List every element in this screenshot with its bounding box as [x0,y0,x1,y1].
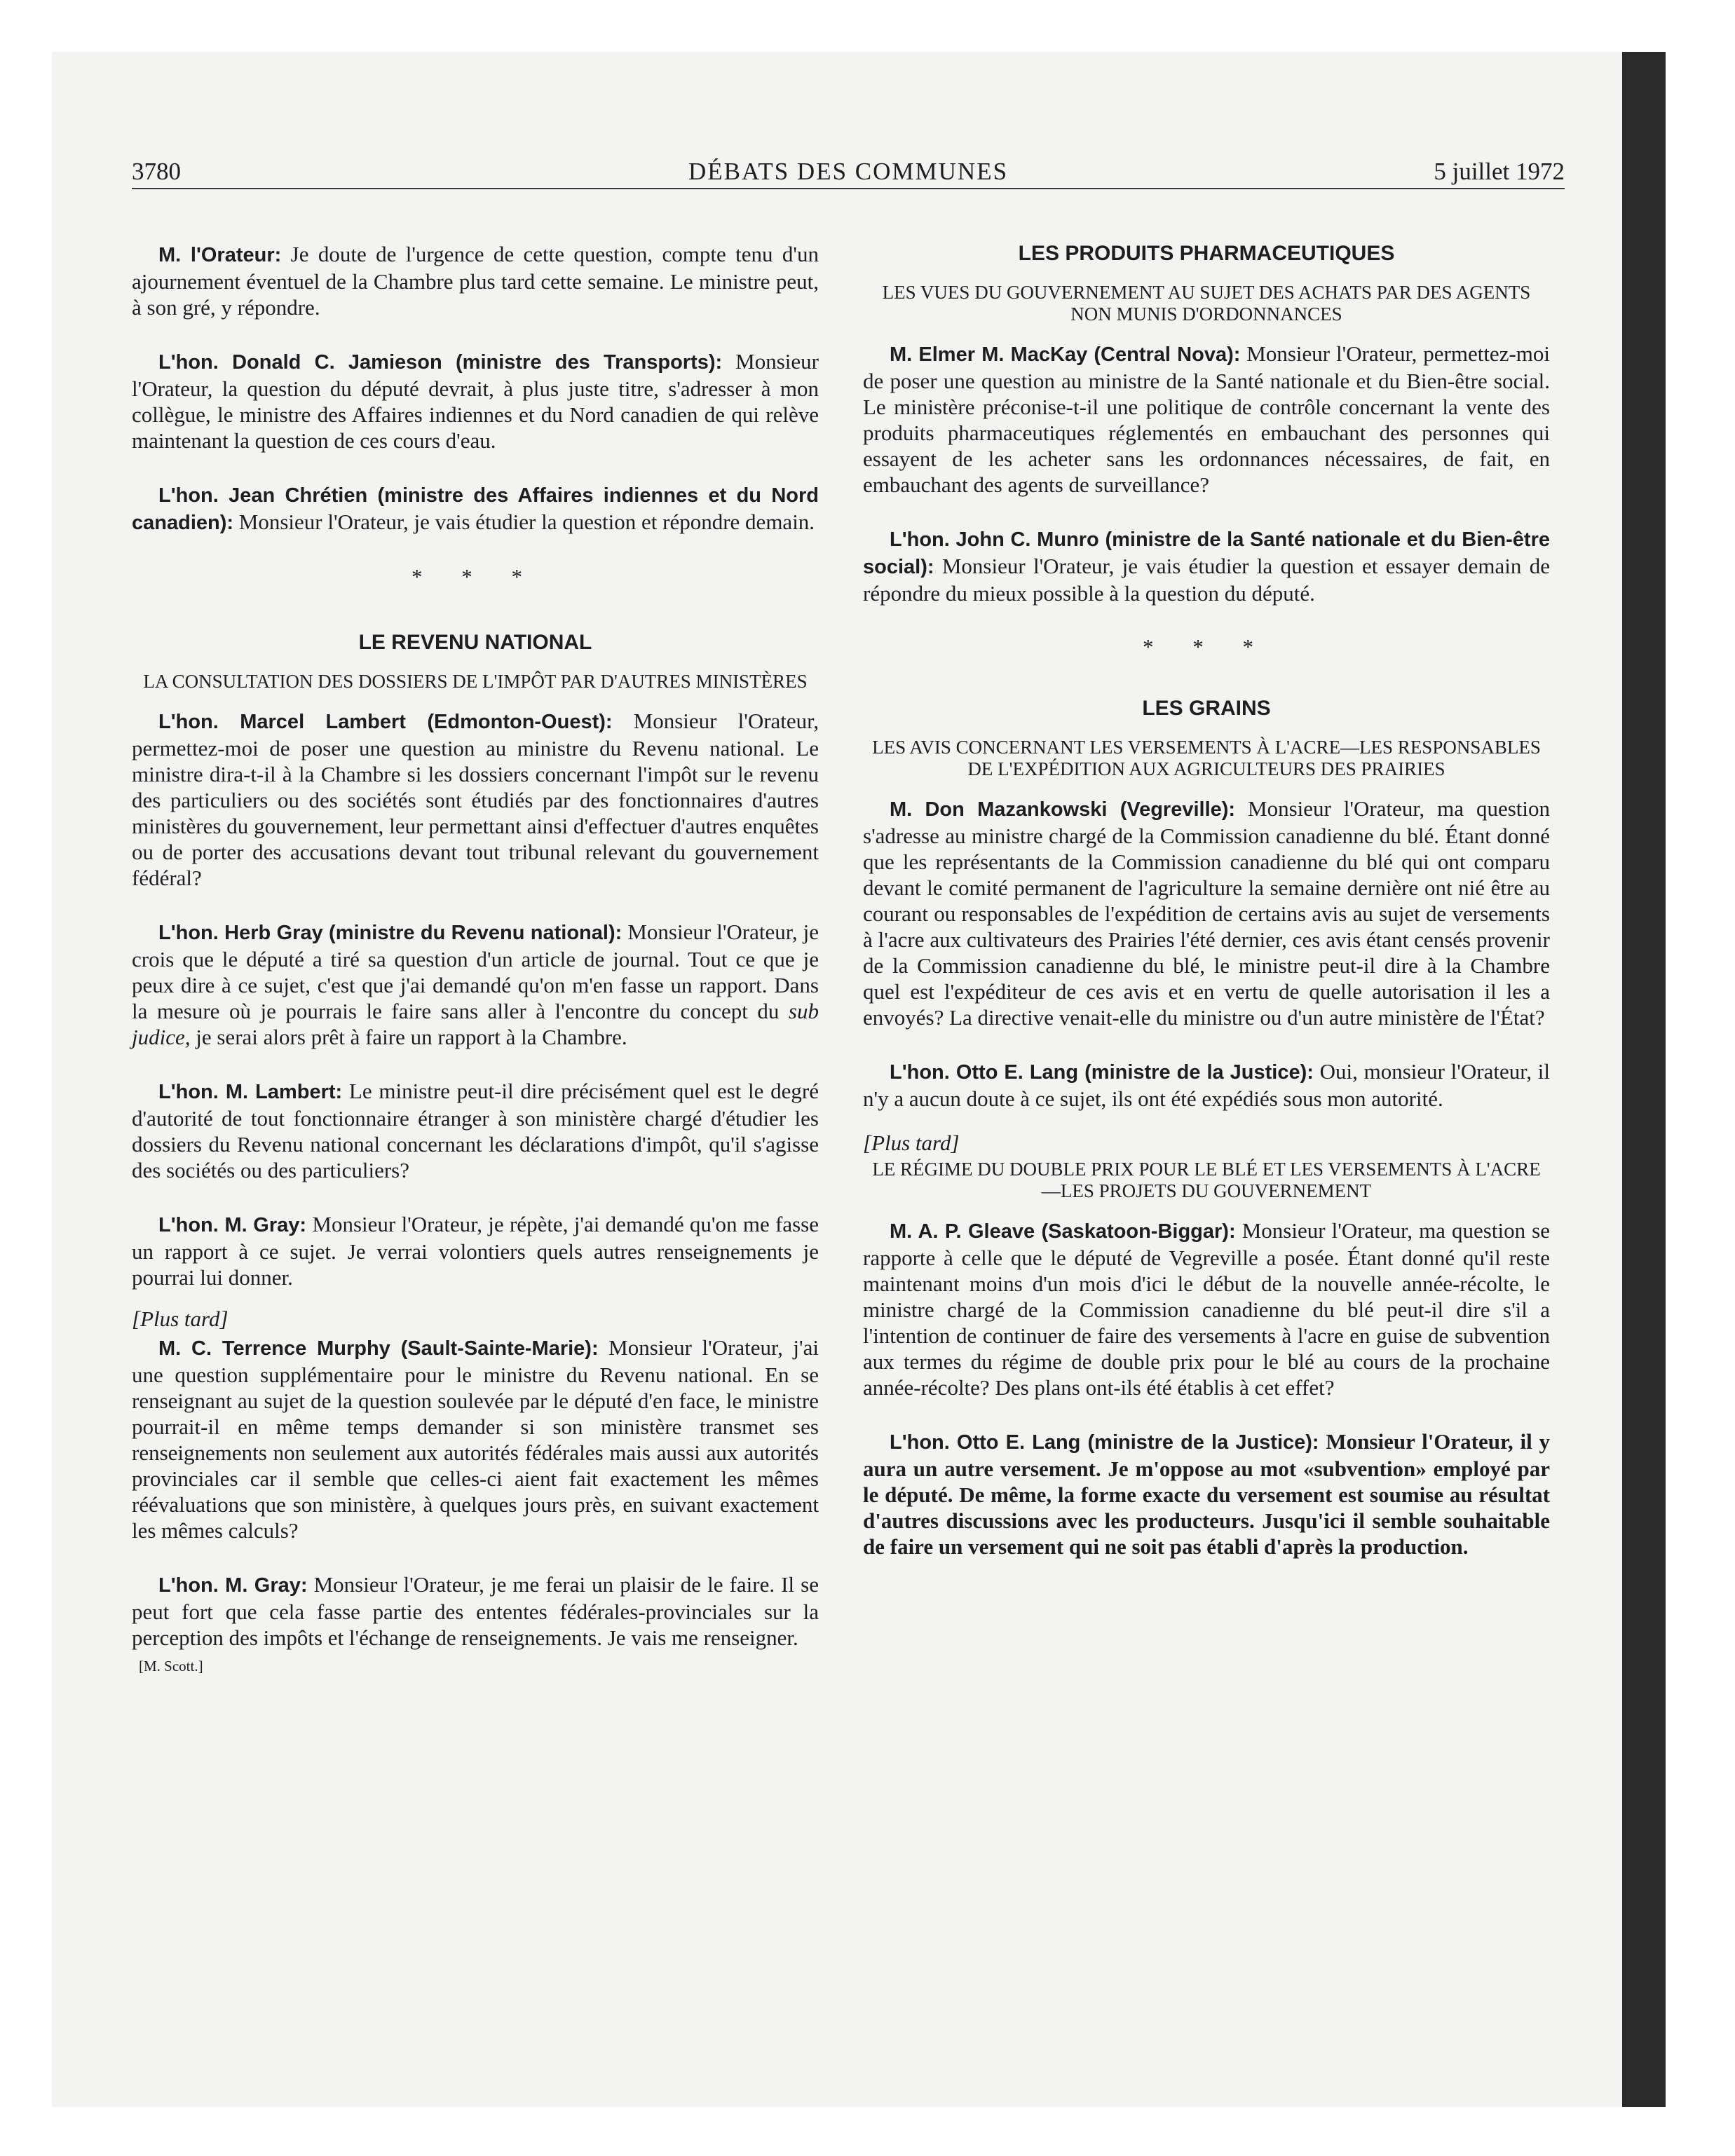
speech-paragraph [132,482,819,536]
section-title: LE REVENU NATIONAL [358,631,592,654]
speech-paragraph [863,1217,1550,1400]
speaker-name: L'hon. Donald C. Jamieson (ministre des Transports): [158,351,723,374]
speech-text: Monsieur l'Orateur, ma question se rapporte à celle que le député de Vegreville a posée. Étant donné qu'il reste maintenant moins d'un mois d'ici le début de la nouvelle année-récolte, le ministre chargé de la Commission canadienne du blé peut-il dire s'il a l'intention de continuer de faire des versements à l'acre en guise de subvention aux termes du régime de double prix pour le blé au cours de la prochaine année-récolte? Des plans ont-ils été établis à cet effet? [863,1218,1550,1400]
speaker-name: L'hon. M. Lambert: [158,1081,343,1103]
section-separator: * * * [1143,634,1270,659]
speech-text: Monsieur l'Orateur, la question du député devrait, à plus juste titre, s'adresser à mon collègue, le ministre des Affaires indiennes et du Nord canadien de qui relève maintenant la question de ces cours d'eau. [132,349,819,453]
speech-text: Monsieur l'Orateur, il y aura un autre versement. Je m'oppose au mot «subvention» employé par le député. De même, la forme exacte du versement est soumise au résultat d'autres discussions avec les producteurs. Jusqu'ici il semble souhaitable de faire un versement qui ne soit pas établi d'après la production. [863,1429,1550,1559]
speech-text: Le ministre peut-il dire précisément quel est le degré d'autorité de tout fonctionnaire étranger à son ministère chargé d'étudier les dossiers du Revenu national concernant les déclarations d'impôt, qu'il s'agisse des sociétés ou des particuliers? [132,1079,819,1182]
speech-paragraph [132,1335,819,1543]
speech-text: Monsieur l'Orateur, j'ai une question supplémentaire pour le ministre du Revenu national. En se renseignant au sujet de la question soulevée par le député d'en face, le ministre pourrait-il en même temps demander si son ministère transmet ses renseignements non seulement aux autorités fédérales mais aussi aux autorités provinciales car il semble que celles-ci aient fait exactement les mêmes réévaluations que son ministère, à quelques jours près, en suivant exactement les mêmes calculs? [132,1335,819,1543]
speech-text: Monsieur l'Orateur, ma question s'adresse au ministre chargé de la Commission canadienne du blé. Étant donné que les représentants de la Commission canadienne du blé qui ont comparu devant le comité permanent de l'agriculture la semaine dernière ont nié être au courant ou responsables de l'expédition de certains avis au sujet de versements à l'acre aux cultivateurs des Prairies l'été dernier, ces avis étant censés provenir de la Commission canadienne du blé, le ministre peut-il dire à la Chambre quel est l'expéditeur de ces avis et en vertu de quelle autorisation il les a envoyés? La directive venait-elle du ministre ou d'un autre ministère de l'État? [863,796,1550,1030]
page-number: 3780 [132,158,181,185]
speaker-name: M. A. P. Gleave (Saskatoon-Biggar): [890,1220,1236,1243]
speaker-name: L'hon. Marcel Lambert (Edmonton-Ouest): [158,711,613,733]
speech-text: Monsieur l'Orateur, permettez-moi de poser une question au ministre de la Santé nationale et du Bien-être social. Le ministère préconise-t-il une politique de contrôle concernant la vente des produits pharmaceutiques réglementés en embauchant des personnes qui essayent de les acheter sans les ordonnances nécessaires, de fait, en embauchant des agents de surveillance? [863,341,1550,497]
subsection-title: LA CONSULTATION DES DOSSIERS DE L'IMPÔT PAR D'AUTRES MINISTÈRES [143,671,808,692]
subsection-title: LE RÉGIME DU DOUBLE PRIX POUR LE BLÉ ET LES VERSEMENTS À L'ACRE—LES PROJETS DU GOUVERNEMENT [872,1159,1541,1201]
left-column [132,241,819,1675]
speech-paragraph [132,919,819,1050]
issue-date: 5 juillet 1972 [1434,158,1565,185]
speaker-name: L'hon. M. Gray: [158,1574,308,1597]
section-title: LES PRODUITS PHARMACEUTIQUES [1018,242,1395,265]
latin-phrase: sub judice, [132,999,819,1049]
speech-text: Monsieur l'Orateur, je répète, j'ai demandé qu'on me fasse un rapport à ce sujet. Je verrai volontiers quels autres renseignements je pourrai lui donner. [132,1212,819,1290]
speech-text: Je doute de l'urgence de cette question, compte tenu d'un ajournement éventuel de la Chambre plus tard cette semaine. Le ministre peut, à son gré, y répondre. [132,242,819,320]
speech-text: Monsieur l'Orateur, je vais étudier la question et répondre demain. [233,510,815,534]
speech-text: je serai alors prêt à faire un rapport à la Chambre. [190,1025,627,1049]
speaker-name: L'hon. Jean Chrétien (ministre des Affaires indiennes et du Nord canadien): [132,484,819,534]
speech-paragraph [132,1078,819,1183]
speaker-name: M. l'Orateur: [158,244,282,266]
speech-paragraph [863,796,1550,1030]
later-marker: [Plus tard] [132,1306,229,1331]
speech-paragraph [132,708,819,891]
speech-paragraph [863,1058,1550,1112]
speech-paragraph [132,1211,819,1290]
scan-edge-shadow [1622,52,1666,2107]
speaker-name: M. Elmer M. MacKay (Central Nova): [890,343,1241,366]
right-column [863,241,1550,1588]
journal-title: DÉBATS DES COMMUNES [688,158,1009,185]
speaker-name: L'hon. Otto E. Lang (ministre de la Justice): [890,1061,1314,1084]
speech-text: Oui, monsieur l'Orateur, il n'y a aucun doute à ce sujet, ils ont été expédiés sous mon autorité. [863,1059,1550,1111]
section-title: LES GRAINS [1142,697,1271,720]
page-footnote: [M. Scott.] [139,1658,203,1674]
speech-paragraph [132,1571,819,1651]
later-marker: [Plus tard] [863,1131,960,1155]
speech-text: Monsieur l'Orateur, permettez-moi de poser une question au ministre du Revenu national. Le ministre dira-t-il à la Chambre si les dossiers concernant l'impôt sur le revenu des particuliers ou des sociétés sont étudiés par des fonctionnaires d'autres ministères du gouvernement, leur permettant ainsi d'effectuer d'autres enquêtes ou de porter des accusations devant tout tribunal relevant du gouvernement fédéral? [132,709,819,890]
speech-paragraph [132,241,819,320]
speaker-name: L'hon. John C. Munro (ministre de la Santé nationale et du Bien-être social): [863,528,1550,578]
speech-paragraph [863,526,1550,606]
speech-text: Monsieur l'Orateur, je vais étudier la question et essayer demain de répondre du mieux possible à la question du député. [863,554,1550,606]
speaker-name: L'hon. Herb Gray (ministre du Revenu national): [158,922,622,944]
speaker-name: M. C. Terrence Murphy (Sault-Sainte-Marie): [158,1337,599,1360]
speaker-name: M. Don Mazankowski (Vegreville): [890,798,1236,821]
speech-text: Monsieur l'Orateur, je me ferai un plaisir de le faire. Il se peut fort que cela fasse partie des ententes fédérales-provinciales sur la perception des impôts et l'échange de renseignements. Je vais me renseigner. [132,1572,819,1650]
section-separator: * * * [411,564,539,589]
speaker-name: L'hon. Otto E. Lang (ministre de la Justice): [890,1431,1319,1454]
running-head [132,156,1565,189]
speech-paragraph [132,348,819,453]
subsection-title: LES AVIS CONCERNANT LES VERSEMENTS À L'ACRE—LES RESPONSABLES DE L'EXPÉDITION AUX AGRICULTEURS DES PRAIRIES [872,737,1541,779]
speech-text: Monsieur l'Orateur, je crois que le député a tiré sa question d'un article de journal. Tout ce que je peux dire à ce sujet, c'est que j'ai demandé qu'on m'en fasse un rapport. Dans la mesure où je pourrais le faire sans aller à l'encontre du concept du [132,920,819,1023]
speaker-name: L'hon. M. Gray: [158,1214,307,1236]
subsection-title: LES VUES DU GOUVERNEMENT AU SUJET DES ACHATS PAR DES AGENTS NON MUNIS D'ORDONNANCES [882,282,1531,325]
speech-paragraph [863,341,1550,498]
speech-paragraph [863,1428,1550,1560]
